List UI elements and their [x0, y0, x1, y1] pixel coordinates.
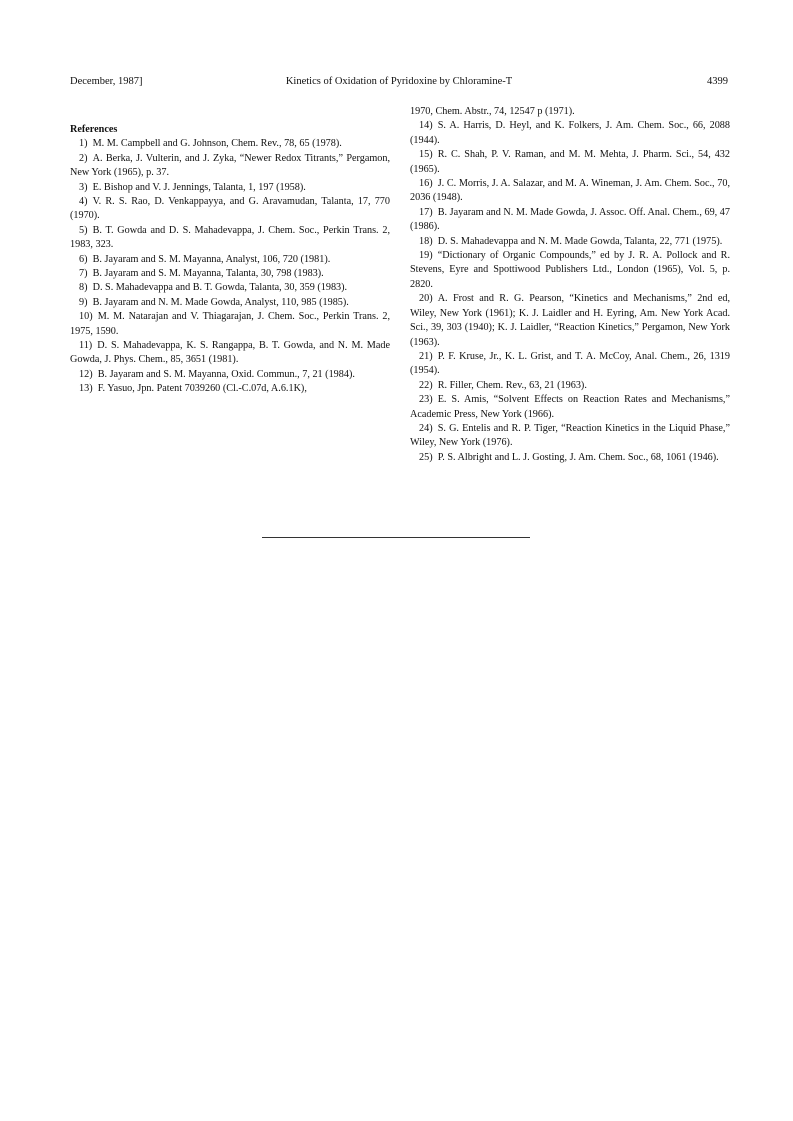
reference-item [410, 235, 730, 249]
reference-text: J. C. Morris, J. A. Salazar, and M. A. Wineman, J. Am. Chem. Soc., 70, 2036 (1948). [410, 178, 730, 204]
reference-text: B. T. Gowda and D. S. Mahadevappa, J. Chem. Soc., Perkin Trans. 2, 1983, 323. [70, 224, 390, 251]
reference-number: 7) [79, 268, 88, 280]
reference-item [410, 249, 730, 292]
reference-number: 10) [79, 311, 93, 323]
reference-text: B. Jayaram and N. M. Made Gowda, J. Assoc. Off. Anal. Chem., 69, 47 (1986). [410, 206, 730, 233]
reference-number: 25) [419, 451, 433, 463]
reference-item [70, 310, 390, 339]
reference-item [70, 152, 390, 181]
reference-text: B. Jayaram and S. M. Mayanna, Analyst, 106, 720 (1981). [92, 253, 331, 265]
reference-number: 5) [79, 224, 88, 236]
reference-number: 19) [419, 250, 433, 262]
reference-item [70, 281, 390, 295]
reference-item [70, 181, 390, 195]
reference-item [410, 148, 730, 177]
page-number: 4399 [707, 76, 728, 87]
reference-item [70, 382, 390, 396]
reference-number: 6) [79, 253, 88, 265]
reference-number: 20) [419, 293, 433, 305]
reference-number: 23) [419, 394, 433, 406]
references-right-column [410, 105, 730, 465]
reference-number: 15) [419, 149, 433, 161]
reference-number: 13) [79, 383, 93, 395]
reference-item [70, 267, 390, 281]
reference-number: 3) [79, 181, 88, 193]
reference-number: 24) [419, 422, 433, 434]
reference-text: M. M. Campbell and G. Johnson, Chem. Rev., 78, 65 (1978). [92, 138, 342, 150]
reference-list-left [70, 137, 390, 396]
reference-number: 2) [79, 152, 88, 164]
reference-number: 22) [419, 379, 433, 391]
reference-number: 21) [419, 350, 433, 362]
reference-number: 18) [419, 235, 433, 247]
reference-text: B. Jayaram and N. M. Made Gowda, Analyst, 110, 985 (1985). [92, 296, 349, 308]
references-left-column [70, 105, 390, 397]
reference-item [410, 206, 730, 235]
reference-text: B. Jayaram and S. M. Mayanna, Talanta, 30, 798 (1983). [92, 268, 324, 280]
reference-item [70, 253, 390, 267]
page-header [70, 75, 728, 89]
reference-item [70, 368, 390, 382]
reference-number: 14) [419, 120, 433, 132]
reference-number: 1) [79, 138, 88, 150]
reference-number: 8) [79, 282, 88, 294]
reference-item [410, 393, 730, 422]
reference-text: D. S. Mahadevappa, K. S. Rangappa, B. T. Gowda, and N. M. Made Gowda, J. Phys. Chem., 85, 3651 (1981). [70, 340, 390, 366]
reference-item [410, 451, 730, 465]
reference-text: S. A. Harris, D. Heyl, and K. Folkers, J. Am. Chem. Soc., 66, 2088 (1944). [410, 120, 730, 146]
reference-text: B. Jayaram and S. M. Mayanna, Oxid. Commun., 7, 21 (1984). [97, 368, 355, 380]
reference-number: 16) [419, 178, 433, 190]
reference-text: P. S. Albright and L. J. Gosting, J. Am. Chem. Soc., 68, 1061 (1946). [437, 451, 719, 463]
reference-item [410, 422, 730, 451]
reference-text: V. R. S. Rao, D. Venkappayya, and G. Aravamudan, Talanta, 17, 770 (1970). [70, 196, 390, 222]
running-title: Kinetics of Oxidation of Pyridoxine by Chloramine-T [285, 76, 513, 87]
header-date: December, 1987] [70, 76, 143, 87]
reference-text: F. Yasuo, Jpn. Patent 7039260 (Cl.-C.07d, A.6.1K), [97, 383, 307, 395]
reference-item [70, 296, 390, 310]
reference-number: 17) [419, 206, 433, 218]
reference-number: 4) [79, 196, 88, 208]
reference-item [70, 224, 390, 253]
reference-text: “Dictionary of Organic Compounds,” ed by J. R. A. Pollock and R. Stevens, Eyre and Spottiwood Publishers Ltd., London (1965), Vol. 5, p. 2820. [410, 250, 730, 290]
reference-item [70, 195, 390, 224]
reference-item [410, 119, 730, 148]
reference-text: E. S. Amis, “Solvent Effects on Reaction Rates and Mechanisms,” Academic Press, New York (1966). [410, 394, 730, 420]
reference-text: M. M. Natarajan and V. Thiagarajan, J. Chem. Soc., Perkin Trans. 2, 1975, 1590. [70, 311, 390, 337]
reference-item [410, 379, 730, 393]
section-divider [262, 537, 530, 538]
reference-number: 12) [79, 368, 93, 380]
reference-text: A. Berka, J. Vulterin, and J. Zyka, “Newer Redox Titrants,” Pergamon, New York (1965), p. 37. [70, 152, 390, 179]
reference-text: E. Bishop and V. J. Jennings, Talanta, 1, 197 (1958). [92, 181, 306, 193]
reference-number: 9) [79, 296, 88, 308]
reference-item [70, 137, 390, 151]
reference-text: D. S. Mahadevappa and B. T. Gowda, Talanta, 30, 359 (1983). [92, 282, 348, 294]
reference-13-continuation: 1970, Chem. Abstr., 74, 12547 p (1971). [410, 106, 575, 117]
reference-text: R. Filler, Chem. Rev., 63, 21 (1963). [437, 379, 587, 391]
reference-item [410, 292, 730, 350]
reference-item [70, 339, 390, 368]
reference-list-right [410, 119, 730, 465]
reference-number: 11) [79, 340, 93, 352]
reference-item [410, 350, 730, 379]
reference-text: R. C. Shah, P. V. Raman, and M. M. Mehta, J. Pharm. Sci., 54, 432 (1965). [410, 149, 730, 175]
reference-item [410, 177, 730, 206]
reference-text: S. G. Entelis and R. P. Tiger, “Reaction Kinetics in the Liquid Phase,” Wiley, New York (1976). [410, 422, 730, 449]
references-heading: References [70, 124, 118, 135]
reference-text: A. Frost and R. G. Pearson, “Kinetics and Mechanisms,” 2nd ed, Wiley, New York (1961); K. J. Laidler and H. Eyring, Am. New York Acad. Sci., 39, 303 (1940); K. J. Laidler, “Reaction Kinetics,” Pergamon, New York (1963). [410, 293, 730, 348]
reference-text: P. F. Kruse, Jr., K. L. Grist, and T. A. McCoy, Anal. Chem., 26, 1319 (1954). [410, 350, 730, 377]
reference-text: D. S. Mahadevappa and N. M. Made Gowda, Talanta, 22, 771 (1975). [437, 235, 723, 247]
